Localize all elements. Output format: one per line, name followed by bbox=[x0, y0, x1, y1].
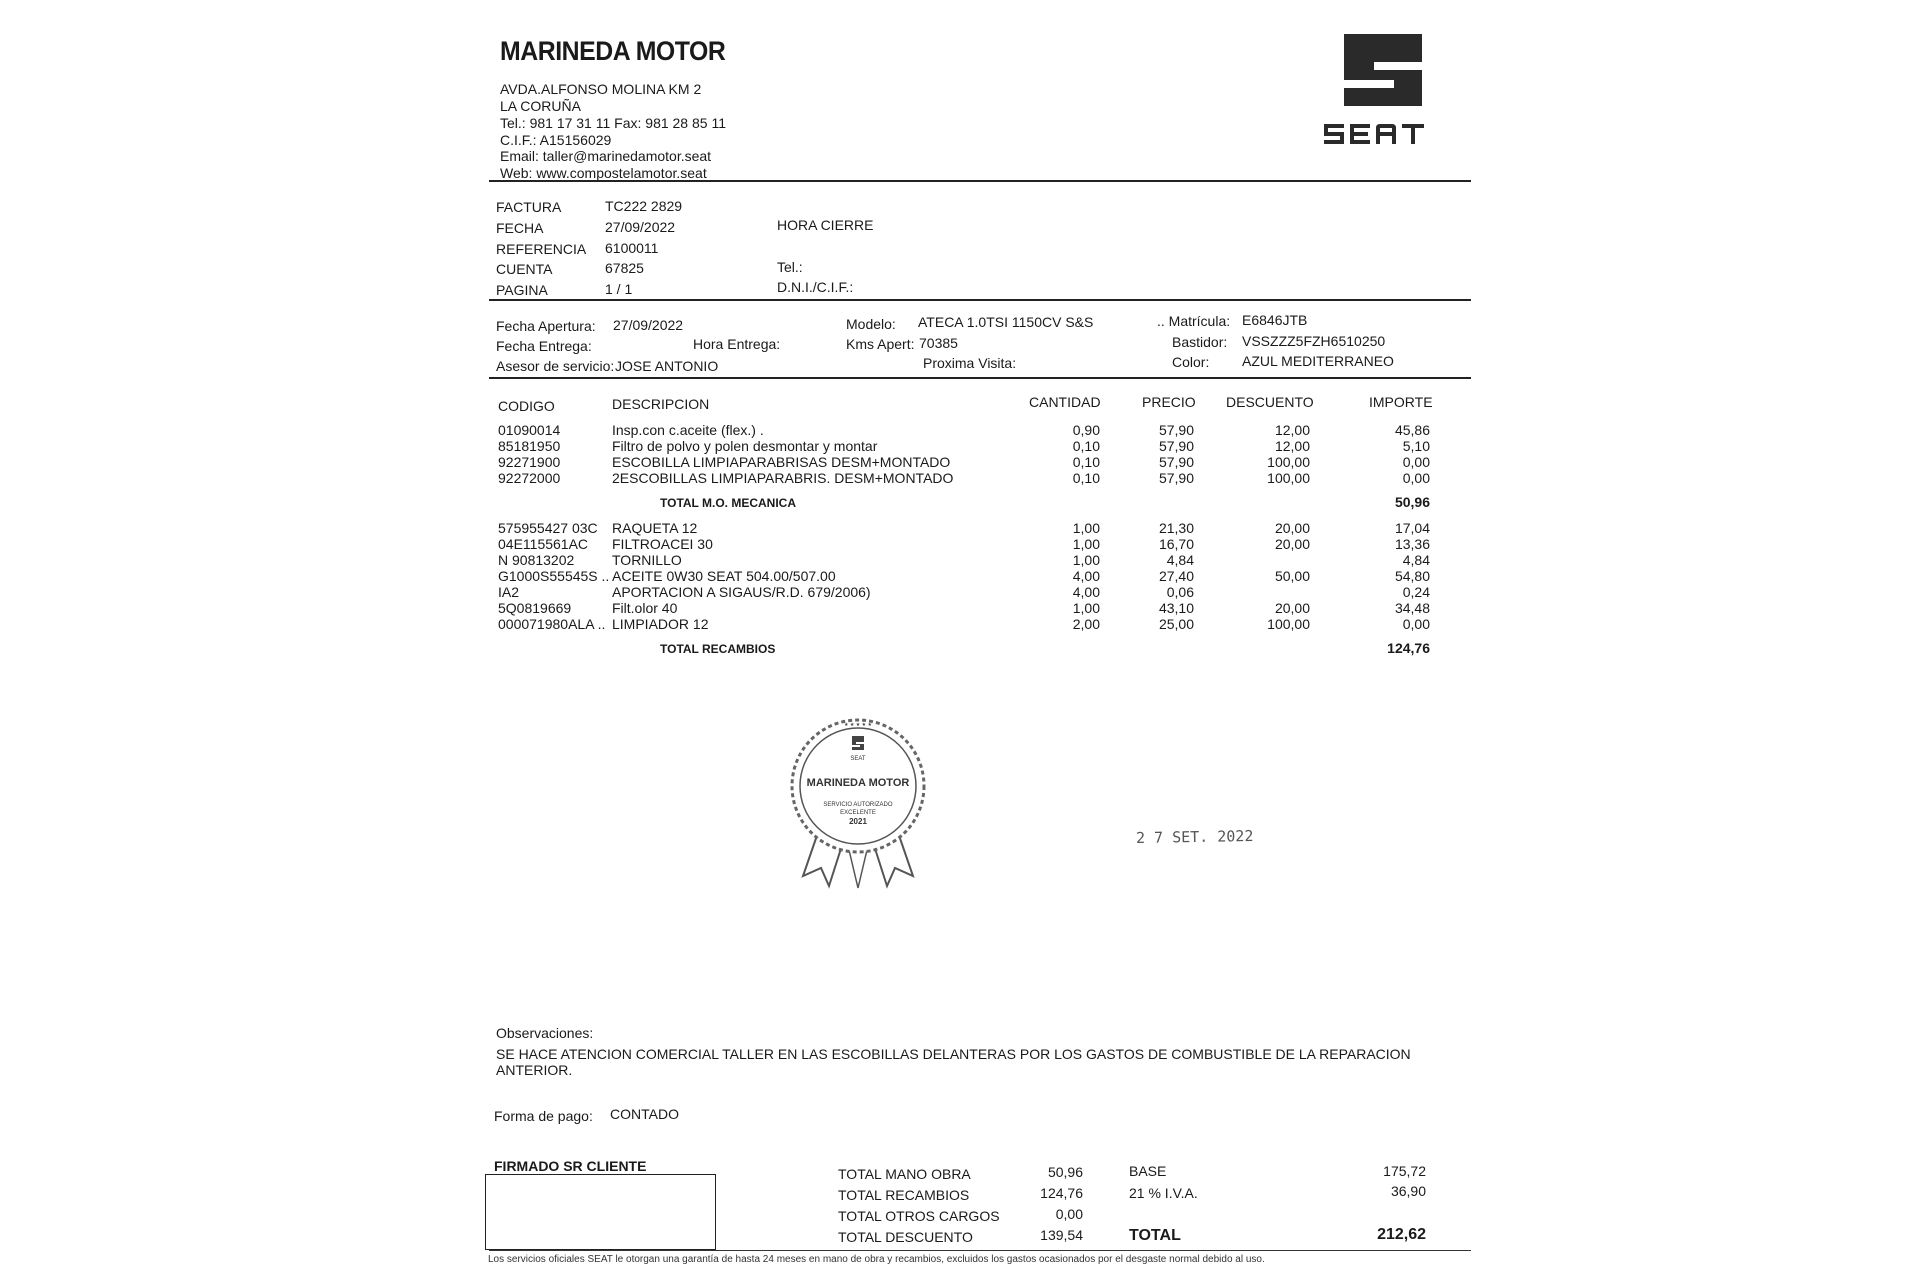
factura-value: TC222 2829 bbox=[605, 198, 683, 214]
row-cantidad: 0,10 bbox=[1072, 454, 1100, 470]
row-descuento: 20,00 bbox=[1274, 600, 1310, 616]
bastidor-label: Bastidor: bbox=[1172, 334, 1228, 350]
row-importe: 17,04 bbox=[1394, 520, 1430, 536]
footer-divider bbox=[489, 1250, 1471, 1251]
referencia-label: REFERENCIA bbox=[496, 241, 587, 257]
row-descuento: 20,00 bbox=[1274, 536, 1310, 552]
company-web: Web: www.compostelamotor.seat bbox=[500, 165, 707, 181]
asesor-label: Asesor de servicio: bbox=[496, 358, 615, 374]
row-importe: 34,48 bbox=[1394, 600, 1430, 616]
company-email: Email: taller@marinedamotor.seat bbox=[500, 148, 712, 164]
total-mano-obra-value: 50,96 bbox=[1047, 1164, 1083, 1180]
row-precio: 25,00 bbox=[1158, 616, 1194, 632]
row-importe: 0,00 bbox=[1402, 470, 1430, 486]
row-importe: 45,86 bbox=[1394, 422, 1430, 438]
referencia-value: 6100011 bbox=[605, 240, 659, 256]
kms-value: 70385 bbox=[919, 335, 958, 351]
row-importe: 4,84 bbox=[1402, 552, 1430, 568]
col-codigo: CODIGO bbox=[498, 398, 555, 414]
seal-line2: EXCELENTE bbox=[840, 810, 876, 816]
table-row bbox=[0, 568, 1920, 584]
row-descripcion: FILTROACEI 30 bbox=[612, 536, 713, 552]
row-importe: 0,00 bbox=[1402, 616, 1430, 632]
row-descripcion: 2ESCOBILLAS LIMPIAPARABRIS. DESM+MONTADO bbox=[612, 470, 954, 486]
row-codigo: 5Q0819669 bbox=[498, 600, 572, 616]
parts-total-value: 124,76 bbox=[1387, 640, 1430, 656]
row-precio: 43,10 bbox=[1158, 600, 1194, 616]
payment-label: Forma de pago: bbox=[494, 1108, 593, 1124]
proxima-label: Proxima Visita: bbox=[923, 355, 1017, 371]
row-cantidad: 0,90 bbox=[1072, 422, 1100, 438]
row-descripcion: Insp.con c.aceite (flex.) . bbox=[612, 422, 764, 438]
col-cantidad: CANTIDAD bbox=[1029, 394, 1101, 410]
row-cantidad: 4,00 bbox=[1072, 568, 1100, 584]
row-importe: 13,36 bbox=[1394, 536, 1430, 552]
row-descuento: 100,00 bbox=[1267, 616, 1310, 632]
color-label: Color: bbox=[1172, 354, 1210, 370]
asesor-value: JOSE ANTONIO bbox=[615, 358, 719, 374]
pagina-value: 1 / 1 bbox=[605, 281, 633, 297]
total-descuento-value: 139,54 bbox=[1040, 1227, 1083, 1243]
row-descripcion: LIMPIADOR 12 bbox=[612, 616, 709, 632]
iva-value: 36,90 bbox=[1390, 1183, 1426, 1199]
total-recambios-value: 124,76 bbox=[1040, 1185, 1083, 1201]
row-descuento: 12,00 bbox=[1274, 422, 1310, 438]
company-address: AVDA.ALFONSO MOLINA KM 2 bbox=[500, 81, 702, 97]
table-row bbox=[0, 552, 1920, 568]
total-otros-value: 0,00 bbox=[1055, 1206, 1083, 1222]
total-recambios-label: TOTAL RECAMBIOS bbox=[838, 1187, 970, 1203]
company-name: MARINEDA MOTOR bbox=[500, 36, 726, 66]
row-importe: 0,00 bbox=[1402, 454, 1430, 470]
row-codigo: N 90813202 bbox=[498, 552, 575, 568]
table-row bbox=[0, 454, 1920, 470]
parts-total-label: TOTAL RECAMBIOS bbox=[660, 642, 776, 656]
col-descripcion: DESCRIPCION bbox=[612, 396, 710, 412]
seat-logo bbox=[1320, 30, 1444, 150]
factura-label: FACTURA bbox=[496, 199, 562, 215]
row-codigo: 04E115561AC bbox=[498, 536, 589, 552]
labor-total-value: 50,96 bbox=[1394, 494, 1430, 510]
row-codigo: 000071980ALA .. bbox=[498, 616, 606, 632]
row-descuento: 100,00 bbox=[1267, 454, 1310, 470]
table-row bbox=[0, 470, 1920, 486]
fecha-apertura-label: Fecha Apertura: bbox=[496, 318, 596, 334]
row-cantidad: 1,00 bbox=[1072, 520, 1100, 536]
company-cif: C.I.F.: A15156029 bbox=[500, 132, 612, 148]
table-row bbox=[0, 438, 1920, 454]
row-descuento: 50,00 bbox=[1274, 568, 1310, 584]
payment-value: CONTADO bbox=[610, 1106, 679, 1122]
row-precio: 16,70 bbox=[1158, 536, 1194, 552]
cuenta-label: CUENTA bbox=[496, 261, 553, 277]
row-cantidad: 2,00 bbox=[1072, 616, 1100, 632]
seal-line1: SERVICIO AUTORIZADO bbox=[823, 802, 893, 808]
observaciones-text-1: SE HACE ATENCION COMERCIAL TALLER EN LAS ESCOBILLAS DELANTERAS POR LOS GASTOS DE COMBUSTIBLE DE LA REPARACION bbox=[496, 1046, 1411, 1062]
company-phone: Tel.: 981 17 31 11 Fax: 981 28 85 11 bbox=[500, 115, 726, 131]
seal-name: MARINEDA MOTOR bbox=[806, 777, 910, 789]
fecha-label: FECHA bbox=[496, 220, 544, 236]
row-descuento: 100,00 bbox=[1267, 470, 1310, 486]
table-row bbox=[0, 584, 1920, 600]
seat-logo-icon bbox=[1320, 30, 1444, 150]
table-row bbox=[0, 600, 1920, 616]
row-codigo: 92271900 bbox=[498, 454, 561, 470]
row-codigo: IA2 bbox=[498, 584, 520, 600]
row-cantidad: 1,00 bbox=[1072, 600, 1100, 616]
fecha-value: 27/09/2022 bbox=[605, 219, 676, 235]
row-codigo: G1000S55545S .. bbox=[498, 568, 610, 584]
seal-stars: ★ ★ ★ ★ ★ bbox=[844, 722, 872, 728]
row-descripcion: RAQUETA 12 bbox=[612, 520, 698, 536]
table-row bbox=[0, 536, 1920, 552]
row-precio: 57,90 bbox=[1158, 422, 1194, 438]
row-descuento: 20,00 bbox=[1274, 520, 1310, 536]
date-stamp: 2 7 SET. 2022 bbox=[1135, 826, 1254, 848]
info-divider bbox=[489, 299, 1471, 301]
pagina-label: PAGINA bbox=[496, 282, 548, 298]
row-codigo: 85181950 bbox=[498, 438, 561, 454]
grand-total-value: 212,62 bbox=[1377, 1226, 1426, 1243]
row-importe: 54,80 bbox=[1394, 568, 1430, 584]
col-descuento: DESCUENTO bbox=[1226, 394, 1314, 410]
bastidor-value: VSSZZZ5FZH6510250 bbox=[1242, 333, 1386, 349]
hora-cierre-label: HORA CIERRE bbox=[777, 217, 874, 233]
row-cantidad: 4,00 bbox=[1072, 584, 1100, 600]
dni-label: D.N.I./C.I.F.: bbox=[777, 279, 854, 295]
row-descripcion: Filtro de polvo y polen desmontar y montar bbox=[612, 438, 878, 454]
vehicle-divider bbox=[489, 377, 1471, 379]
row-codigo: 92272000 bbox=[498, 470, 561, 486]
total-descuento-label: TOTAL DESCUENTO bbox=[838, 1229, 973, 1245]
row-precio: 57,90 bbox=[1158, 470, 1194, 486]
seal-rosette-icon bbox=[783, 718, 933, 893]
total-mano-obra-label: TOTAL MANO OBRA bbox=[838, 1166, 971, 1182]
tel-label: Tel.: bbox=[777, 259, 803, 275]
iva-label: 21 % I.V.A. bbox=[1129, 1185, 1198, 1201]
modelo-value: ATECA 1.0TSI 1150CV S&S bbox=[918, 314, 1094, 330]
row-descripcion: ACEITE 0W30 SEAT 504.00/507.00 bbox=[612, 568, 836, 584]
row-cantidad: 1,00 bbox=[1072, 552, 1100, 568]
row-descripcion: APORTACION A SIGAUS/R.D. 679/2006) bbox=[612, 584, 871, 600]
observaciones-label: Observaciones: bbox=[496, 1025, 594, 1041]
hora-entrega-label: Hora Entrega: bbox=[693, 336, 781, 352]
signature-box bbox=[485, 1174, 716, 1250]
observaciones-text-2: ANTERIOR. bbox=[496, 1062, 573, 1078]
row-descripcion: TORNILLO bbox=[612, 552, 682, 568]
base-value: 175,72 bbox=[1383, 1163, 1426, 1179]
row-precio: 57,90 bbox=[1158, 438, 1194, 454]
row-descripcion: Filt.olor 40 bbox=[612, 600, 678, 616]
row-precio: 27,40 bbox=[1158, 568, 1194, 584]
row-precio: 0,06 bbox=[1166, 584, 1194, 600]
labor-total-label: TOTAL M.O. MECANICA bbox=[660, 496, 796, 510]
seal-year: 2021 bbox=[849, 817, 867, 826]
matricula-label: .. Matrícula: bbox=[1157, 313, 1231, 329]
row-cantidad: 0,10 bbox=[1072, 438, 1100, 454]
grand-total-label: TOTAL bbox=[1129, 1227, 1181, 1244]
table-row bbox=[0, 616, 1920, 632]
row-precio: 57,90 bbox=[1158, 454, 1194, 470]
row-importe: 0,24 bbox=[1402, 584, 1430, 600]
col-importe: IMPORTE bbox=[1369, 394, 1433, 410]
row-descripcion: ESCOBILLA LIMPIAPARABRISAS DESM+MONTADO bbox=[612, 454, 951, 470]
row-codigo: 01090014 bbox=[498, 422, 561, 438]
col-precio: PRECIO bbox=[1142, 394, 1196, 410]
header-divider bbox=[489, 180, 1471, 182]
matricula-value: E6846JTB bbox=[1242, 312, 1308, 328]
total-otros-label: TOTAL OTROS CARGOS bbox=[838, 1208, 1000, 1224]
row-cantidad: 0,10 bbox=[1072, 470, 1100, 486]
row-cantidad: 1,00 bbox=[1072, 536, 1100, 552]
company-city: LA CORUÑA bbox=[500, 98, 581, 114]
kms-label: Kms Apert: bbox=[846, 336, 915, 352]
signature-label: FIRMADO SR CLIENTE bbox=[494, 1158, 647, 1174]
row-codigo: 575955427 03C bbox=[498, 520, 598, 536]
cuenta-value: 67825 bbox=[605, 260, 644, 276]
dealer-seal bbox=[783, 718, 933, 893]
base-label: BASE bbox=[1129, 1163, 1167, 1179]
row-precio: 21,30 bbox=[1158, 520, 1194, 536]
row-descuento: 12,00 bbox=[1274, 438, 1310, 454]
seal-brand: SEAT bbox=[850, 756, 866, 762]
table-row bbox=[0, 422, 1920, 438]
footer-note: Los servicios oficiales SEAT le otorgan una garantía de hasta 24 meses en mano de obra y recambios, excluidos los gastos ocasionados por el desgaste normal debido al uso. bbox=[488, 1254, 1265, 1265]
fecha-apertura-value: 27/09/2022 bbox=[613, 317, 684, 333]
table-row bbox=[0, 520, 1920, 536]
row-importe: 5,10 bbox=[1402, 438, 1430, 454]
fecha-entrega-label: Fecha Entrega: bbox=[496, 338, 592, 354]
row-precio: 4,84 bbox=[1166, 552, 1194, 568]
modelo-label: Modelo: bbox=[846, 316, 896, 332]
color-value: AZUL MEDITERRANEO bbox=[1242, 353, 1394, 369]
